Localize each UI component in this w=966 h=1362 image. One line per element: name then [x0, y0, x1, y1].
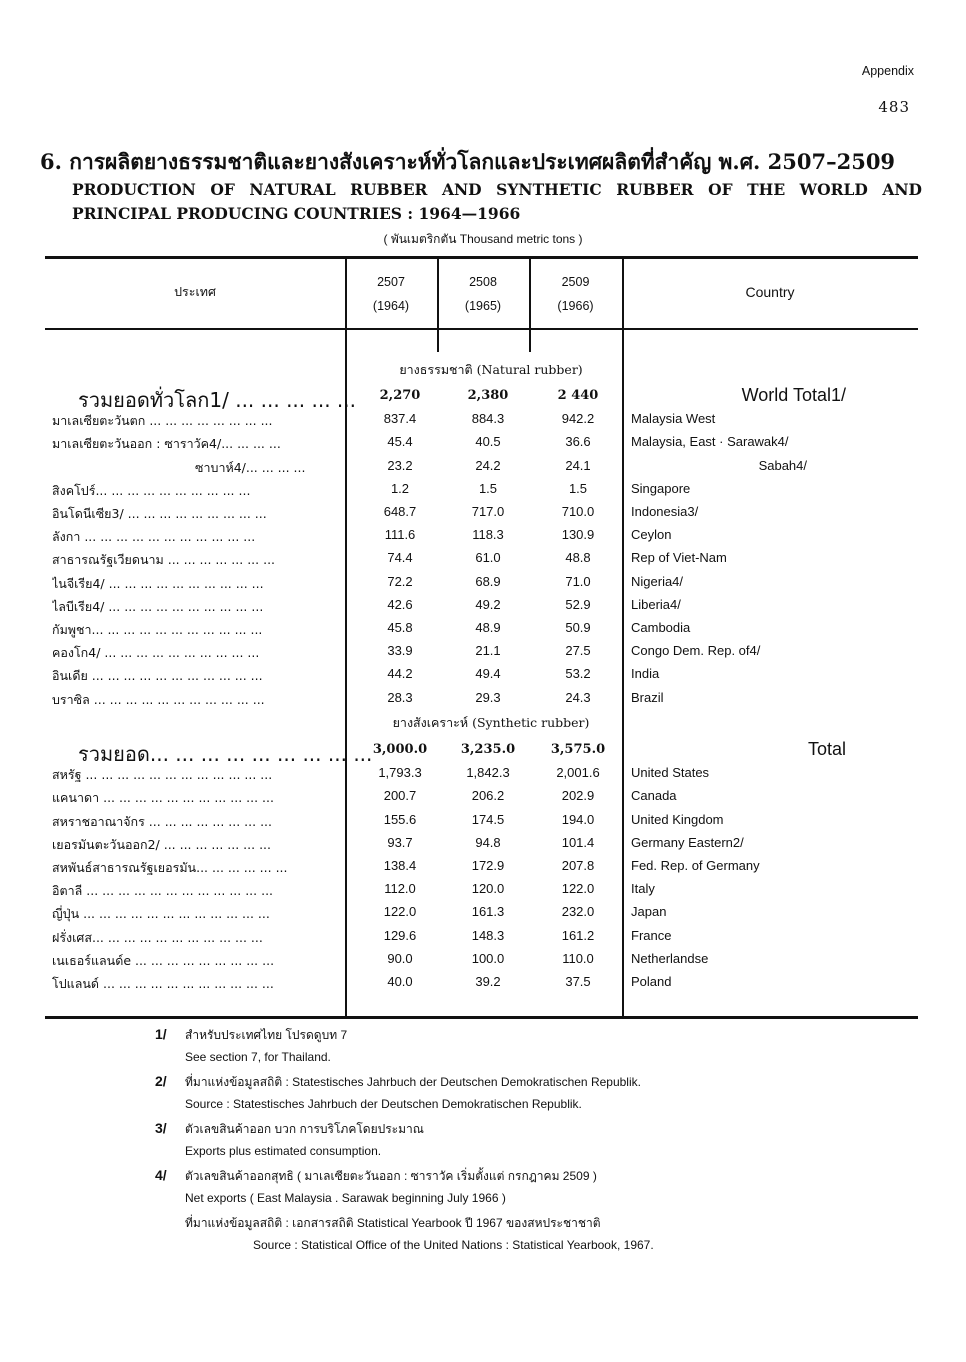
- value-2509: 194.0: [561, 811, 595, 827]
- country-name-en: Total: [807, 739, 846, 759]
- country-name-en: Canada: [631, 788, 677, 804]
- country-name-th: ไนจีเรีย4/ ... ... ... ... ... ... ... ... ... ...: [52, 575, 264, 591]
- country-name-en: Poland: [631, 974, 672, 989]
- value-2509: 207.8: [561, 858, 595, 873]
- value-2508: 29.3: [475, 689, 501, 705]
- value-2507: 129.6: [383, 927, 417, 943]
- value-2508: 21.1: [475, 643, 501, 659]
- natural-rubber-row: [0, 690, 966, 713]
- country-name-en: Indonesia3/: [631, 504, 699, 519]
- country-name-th: แคนาดา ... ... ... ... ... ... ... ... ... ... ...: [52, 790, 274, 806]
- footnote-2-marker: 2/: [155, 1073, 167, 1089]
- value-2508: 172.9: [471, 858, 505, 873]
- country-name-th: ลังกา ... ... ... ... ... ... ... ... ... ... ...: [52, 529, 256, 545]
- value-2509: 71.0: [565, 573, 591, 589]
- section-natural-rubber: ยางธรรมชาติ (Natural rubber): [399, 362, 583, 377]
- value-2508: 3,235.0: [460, 742, 516, 757]
- country-name-en: Singapore: [631, 480, 691, 496]
- value-2508: 48.9: [475, 620, 501, 635]
- country-name-en: Sabah4/: [758, 457, 807, 473]
- footnote-source-line: Source : Statistical Office of the United Nations : Statistical Yearbook, 1967.: [253, 1237, 654, 1252]
- country-name-en: Liberia4/: [631, 596, 681, 612]
- value-2508: 148.3: [471, 927, 505, 943]
- footnote-3-marker: 3/: [155, 1120, 167, 1136]
- synthetic-rubber-row: [0, 881, 966, 904]
- country-name-th: มาเลเซียตะวันตก ... ... ... ... ... ... ... ...: [52, 413, 273, 429]
- value-2508: 40.5: [475, 434, 501, 450]
- header-bottom-rule: [45, 328, 918, 330]
- country-name-th: บราซิล ... ... ... ... ... ... ... ... ... ... ...: [52, 691, 265, 707]
- footnote-2: [155, 1073, 855, 1120]
- natural-rubber-row: [0, 434, 966, 457]
- title-english: PRODUCTION OF NATURAL RUBBER AND SYNTHETIC RUBBER OF THE WORLD AND PRINCIPAL PRODUCING COUNTRIES : 1964—1966: [72, 180, 922, 223]
- footnote-3-en: Exports plus estimated consumption.: [185, 1143, 382, 1158]
- country-name-en: Malaysia, East · Sarawak4/: [631, 434, 789, 450]
- country-name-th: อิตาลี ... ... ... ... ... ... ... ... ... ... ... ...: [52, 883, 274, 899]
- country-name-en: India: [631, 666, 660, 682]
- value-2508: 118.3: [472, 527, 504, 543]
- country-name-en: Ceylon: [631, 527, 672, 543]
- synthetic-rubber-row: [0, 739, 966, 766]
- country-name-th: สหราชอาณาจักร ... ... ... ... ... ... ... ...: [52, 813, 272, 829]
- synthetic-rubber-row: [0, 788, 966, 811]
- footnotes: [155, 1026, 855, 1261]
- value-2508: 100.0: [471, 950, 505, 966]
- country-name-th: โปแลนด์ ... ... ... ... ... ... ... ... ... ... ...: [52, 976, 274, 991]
- year-1-ce: (1964): [372, 299, 410, 313]
- value-2508: 884.3: [471, 411, 505, 427]
- value-2507: 33.9: [387, 643, 413, 659]
- value-2507: 111.6: [384, 527, 416, 543]
- synthetic-rubber-row: [0, 974, 966, 997]
- country-name-th: อินโดนีเซีย3/ ... ... ... ... ... ... ... ... ...: [52, 506, 267, 521]
- value-2508: 94.8: [475, 834, 501, 850]
- country-name-en: France: [631, 927, 672, 943]
- year-3-ce: (1966): [557, 299, 594, 313]
- value-2509: 24.3: [565, 689, 591, 705]
- value-2507: 112.0: [384, 881, 416, 897]
- value-2507: 122.0: [383, 904, 417, 920]
- value-2509: 130.9: [561, 527, 595, 543]
- year-3-be: 2509: [561, 275, 590, 289]
- value-2509: 48.8: [565, 550, 591, 566]
- natural-rubber-row: [0, 597, 966, 620]
- country-name-th: เยอรมันตะวันออก2/ ... ... ... ... ... ... ...: [52, 836, 272, 852]
- value-2508: 49.4: [475, 666, 501, 682]
- value-2509: 52.9: [565, 596, 591, 612]
- year-2-ce: (1965): [464, 299, 502, 313]
- value-2508: 1.5: [478, 480, 498, 496]
- footnote-1-marker: 1/: [155, 1026, 167, 1042]
- value-2509: 27.5: [565, 643, 591, 659]
- value-2507: 2,270: [379, 388, 421, 403]
- value-2508: 120.0: [471, 881, 505, 897]
- value-2508: 206.2: [471, 788, 505, 804]
- header-year-2: [437, 270, 529, 318]
- value-2509: 232.0: [561, 904, 595, 920]
- value-2507: 74.4: [387, 550, 413, 566]
- country-name-th: สาธารณรัฐเวียดนาม ... ... ... ... ... ... ...: [52, 552, 276, 568]
- country-name-en: Cambodia: [631, 620, 691, 635]
- natural-rubber-row: [0, 527, 966, 550]
- value-2509: 37.5: [565, 974, 591, 989]
- value-2509: 161.2: [561, 927, 595, 943]
- value-2509: 122.0: [561, 881, 595, 897]
- natural-rubber-row: [0, 643, 966, 666]
- value-2507: 200.7: [383, 788, 417, 804]
- value-2509: 101.4: [561, 834, 595, 850]
- year-1-be: 2507: [377, 275, 405, 289]
- value-2509: 1.5: [568, 480, 588, 496]
- section-synthetic-rubber: ยางสังเคราะห์ (Synthetic rubber): [392, 715, 590, 730]
- value-2507: 90.0: [387, 950, 413, 966]
- natural-rubber-row: [0, 481, 966, 504]
- value-2509: 24.1: [565, 457, 591, 473]
- value-2507: 40.0: [387, 974, 413, 989]
- value-2508: 61.0: [475, 550, 501, 566]
- country-name-en: Congo Dem. Rep. of4/: [631, 643, 761, 659]
- unit-note: ( พันเมตริกตัน Thousand metric tons ): [383, 232, 583, 246]
- value-2507: 1.2: [390, 480, 410, 496]
- country-name-en: Brazil: [631, 689, 664, 705]
- value-2508: 39.2: [475, 974, 501, 989]
- header-year-3: [529, 270, 622, 318]
- footnote-4-marker: 4/: [155, 1167, 167, 1183]
- value-2508: 1,842.3: [466, 765, 510, 781]
- synthetic-rubber-row: [0, 812, 966, 835]
- value-2509: 36.6: [565, 434, 591, 450]
- value-2509: 942.2: [561, 411, 595, 427]
- table-bottom-rule: [45, 1016, 918, 1019]
- country-name-th: ไลบีเรีย4/ ... ... ... ... ... ... ... ... ... ...: [52, 598, 264, 614]
- country-name-en: Japan: [631, 904, 667, 920]
- country-name-en: Nigeria4/: [631, 573, 684, 589]
- synthetic-rubber-row: [0, 928, 966, 951]
- country-name-th: อินเดีย ... ... ... ... ... ... ... ... ... ... ...: [52, 668, 263, 684]
- value-2508: 49.2: [475, 596, 501, 612]
- natural-rubber-row: [0, 458, 966, 481]
- table-top-rule: [45, 256, 918, 259]
- header-country-en: Country: [745, 284, 795, 300]
- value-2509: 50.9: [565, 620, 591, 635]
- natural-rubber-row: [0, 504, 966, 527]
- footnote-1-en: See section 7, for Thailand.: [185, 1049, 331, 1064]
- value-2507: 138.4: [383, 858, 417, 873]
- country-name-en: Fed. Rep. of Germany: [631, 858, 760, 873]
- value-2507: 72.2: [387, 573, 413, 589]
- country-name-th: มาเลเซียตะวันออก : ซาราวัค4/... ... ... ...: [52, 436, 281, 452]
- value-2508: 174.5: [471, 811, 505, 827]
- country-name-th: เนเธอร์แลนด์e ... ... ... ... ... ... ... ... ...: [52, 952, 275, 968]
- value-2508: 24.2: [475, 457, 501, 473]
- header-year-1: [345, 270, 437, 318]
- footnote-4-en: Net exports ( East Malaysia . Sarawak beginning July 1966 ): [185, 1190, 506, 1205]
- natural-rubber-row: [0, 411, 966, 434]
- country-name-th: รวมยอด... ... ... ... ... ... ... ... ...: [78, 742, 373, 766]
- country-name-th: สหรัฐ ... ... ... ... ... ... ... ... ... ... ... ...: [52, 767, 273, 783]
- value-2509: 202.9: [561, 788, 595, 804]
- footnote-3: [155, 1120, 855, 1167]
- value-2507: 155.6: [383, 811, 417, 827]
- country-name-en: Germany Eastern2/: [631, 834, 744, 850]
- synthetic-rubber-row: [0, 858, 966, 881]
- country-name-en: United States: [631, 765, 710, 781]
- country-name-th: รวมยอดทั่วโลก1/ ... ... ... ... ...: [78, 388, 357, 412]
- value-2507: 648.7: [383, 504, 417, 519]
- value-2508: 161.3: [471, 904, 505, 920]
- country-name-th: คองโก4/ ... ... ... ... ... ... ... ... ... ...: [52, 645, 260, 661]
- country-name-en: United Kingdom: [631, 811, 724, 827]
- value-2509: 53.2: [565, 666, 591, 682]
- footnote-4: [155, 1167, 855, 1238]
- value-2509: 2,001.6: [556, 765, 600, 781]
- value-2508: 2,380: [467, 388, 509, 403]
- natural-rubber-row: [0, 574, 966, 597]
- value-2508: 68.9: [475, 573, 501, 589]
- value-2507: 44.2: [387, 666, 413, 682]
- natural-rubber-row: [0, 550, 966, 573]
- value-2507: 23.2: [387, 457, 413, 473]
- value-2507: 3,000.0: [372, 742, 428, 757]
- footnote-3-th: ตัวเลขสินค้าออก บวก การบริโภคโดยประมาณ: [185, 1122, 424, 1136]
- country-name-th: ฝรั่งเศส... ... ... ... ... ... ... ... ... ... ...: [52, 929, 263, 945]
- country-name-en: Rep of Viet-Nam: [631, 550, 727, 566]
- value-2509: 710.0: [561, 504, 595, 519]
- country-name-en: Netherlandse: [631, 950, 709, 966]
- natural-rubber-row: [0, 385, 966, 412]
- footnote-2-th: ที่มาแห่งข้อมูลสถิติ : Statestisches Jahrbuch der Deutschen Demokratischen Republik.: [185, 1075, 641, 1089]
- country-name-th: ญี่ปุ่น ... ... ... ... ... ... ... ... ... ... ... ...: [52, 906, 270, 922]
- footnote-4-source-th: ที่มาแห่งข้อมูลสถิติ : เอกสารสถิติ Statistical Yearbook ปี 1967 ของสหประชาชาติ: [185, 1216, 601, 1230]
- footnote-4-th: ตัวเลขสินค้าออกสุทธิ ( มาเลเซียตะวันออก : ซาราวัค เริ่มตั้งแต่ กรกฎาคม 2509 ): [185, 1169, 597, 1183]
- value-2507: 1,793.3: [378, 765, 422, 781]
- natural-rubber-row: [0, 666, 966, 689]
- synthetic-rubber-row: [0, 835, 966, 858]
- value-2509: 3,575.0: [550, 742, 606, 757]
- natural-rubber-row: [0, 620, 966, 643]
- country-name-en: World Total1/: [741, 385, 846, 405]
- country-name-en: Italy: [631, 881, 655, 897]
- value-2507: 28.3: [387, 689, 413, 705]
- value-2507: 42.6: [387, 596, 413, 612]
- header-country-th: ประเทศ: [174, 285, 216, 299]
- country-name-th: ซาบาห์4/... ... ... ...: [195, 459, 306, 475]
- value-2509: 2 440: [557, 388, 599, 403]
- value-2507: 45.8: [387, 620, 413, 635]
- country-name-en: Malaysia West: [631, 411, 716, 427]
- country-name-th: สหพันธ์สาธารณรัฐเยอรมัน... ... ... ... ... ...: [52, 860, 288, 875]
- country-name-th: กัมพูชา... ... ... ... ... ... ... ... ... ... ...: [52, 622, 263, 637]
- footnote-1: [155, 1026, 855, 1073]
- value-2508: 717.0: [471, 504, 505, 519]
- year-2-be: 2508: [469, 275, 497, 289]
- synthetic-rubber-row: [0, 904, 966, 927]
- value-2507: 837.4: [383, 411, 417, 427]
- synthetic-rubber-row: [0, 765, 966, 788]
- value-2507: 45.4: [387, 434, 413, 450]
- value-2507: 93.7: [387, 834, 413, 850]
- title-thai: 6. การผลิตยางธรรมชาติและยางสังเคราะห์ทั่วโลกและประเทศผลิตที่สำคัญ พ.ศ. 2507–2509: [40, 149, 896, 174]
- country-name-th: สิงคโปร์... ... ... ... ... ... ... ... ... ...: [52, 482, 251, 498]
- appendix-label: Appendix: [861, 64, 914, 78]
- synthetic-rubber-row: [0, 951, 966, 974]
- value-2509: 110.0: [562, 950, 594, 966]
- footnote-2-en: Source : Statestisches Jahrbuch der Deutschen Demokratischen Republik.: [185, 1096, 582, 1111]
- footnote-1-th: สำหรับประเทศไทย โปรดดูบท 7: [185, 1028, 348, 1042]
- page-number: 483: [878, 98, 910, 116]
